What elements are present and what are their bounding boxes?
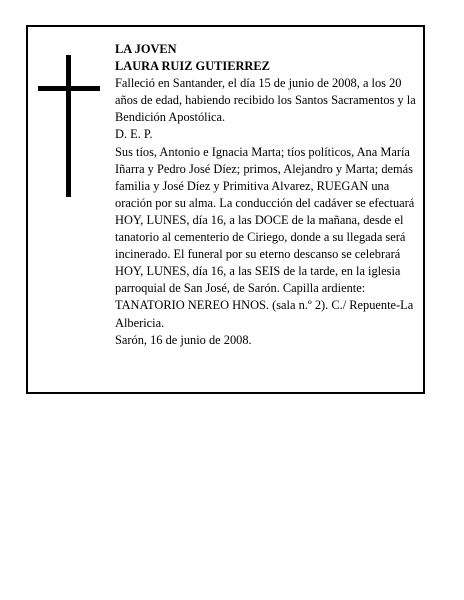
obituary-notice	[26, 25, 425, 394]
place-date-line: Sarón, 16 de junio de 2008.	[115, 332, 252, 347]
deceased-name: LAURA RUIZ GUTIERREZ	[115, 59, 270, 74]
cross-horizontal-bar	[38, 86, 100, 91]
family-announcement-paragraph: Sus tíos, Antonio e Ignacia Marta; tíos políticos, Ana María Iñarra y Pedro José Díez; primos, Alejandro y Marta; demás familia y José Díez y Primitiva Alvarez, RUEGAN una oración por su alma. La conducción del cadáver se efectuará HOY, LUNES, día 16, a las DOCE de la mañana, desde el tanatorio al cementerio de Ciriego, donde a su llegada será incinerado. El funeral por su eterno descanso se celebrará HOY, LUNES, día 16, a las SEIS de la tarde, en la iglesia parroquial de San José, de Sarón. Capilla ardiente: TANATORIO NEREO HNOS. (sala n.º 2). C./ Repuente-La Albericia.	[115, 144, 415, 330]
dep-line: D. E. P.	[115, 127, 153, 142]
cross-icon	[38, 55, 100, 197]
obituary-text	[115, 41, 421, 349]
death-notice-paragraph: Falleció en Santander, el día 15 de junio de 2008, a los 20 años de edad, habiendo recibido los Santos Sacramentos y la Bendición Apostólica.	[115, 76, 416, 125]
cross-vertical-bar	[66, 55, 71, 197]
notice-heading: LA JOVEN	[115, 42, 177, 56]
